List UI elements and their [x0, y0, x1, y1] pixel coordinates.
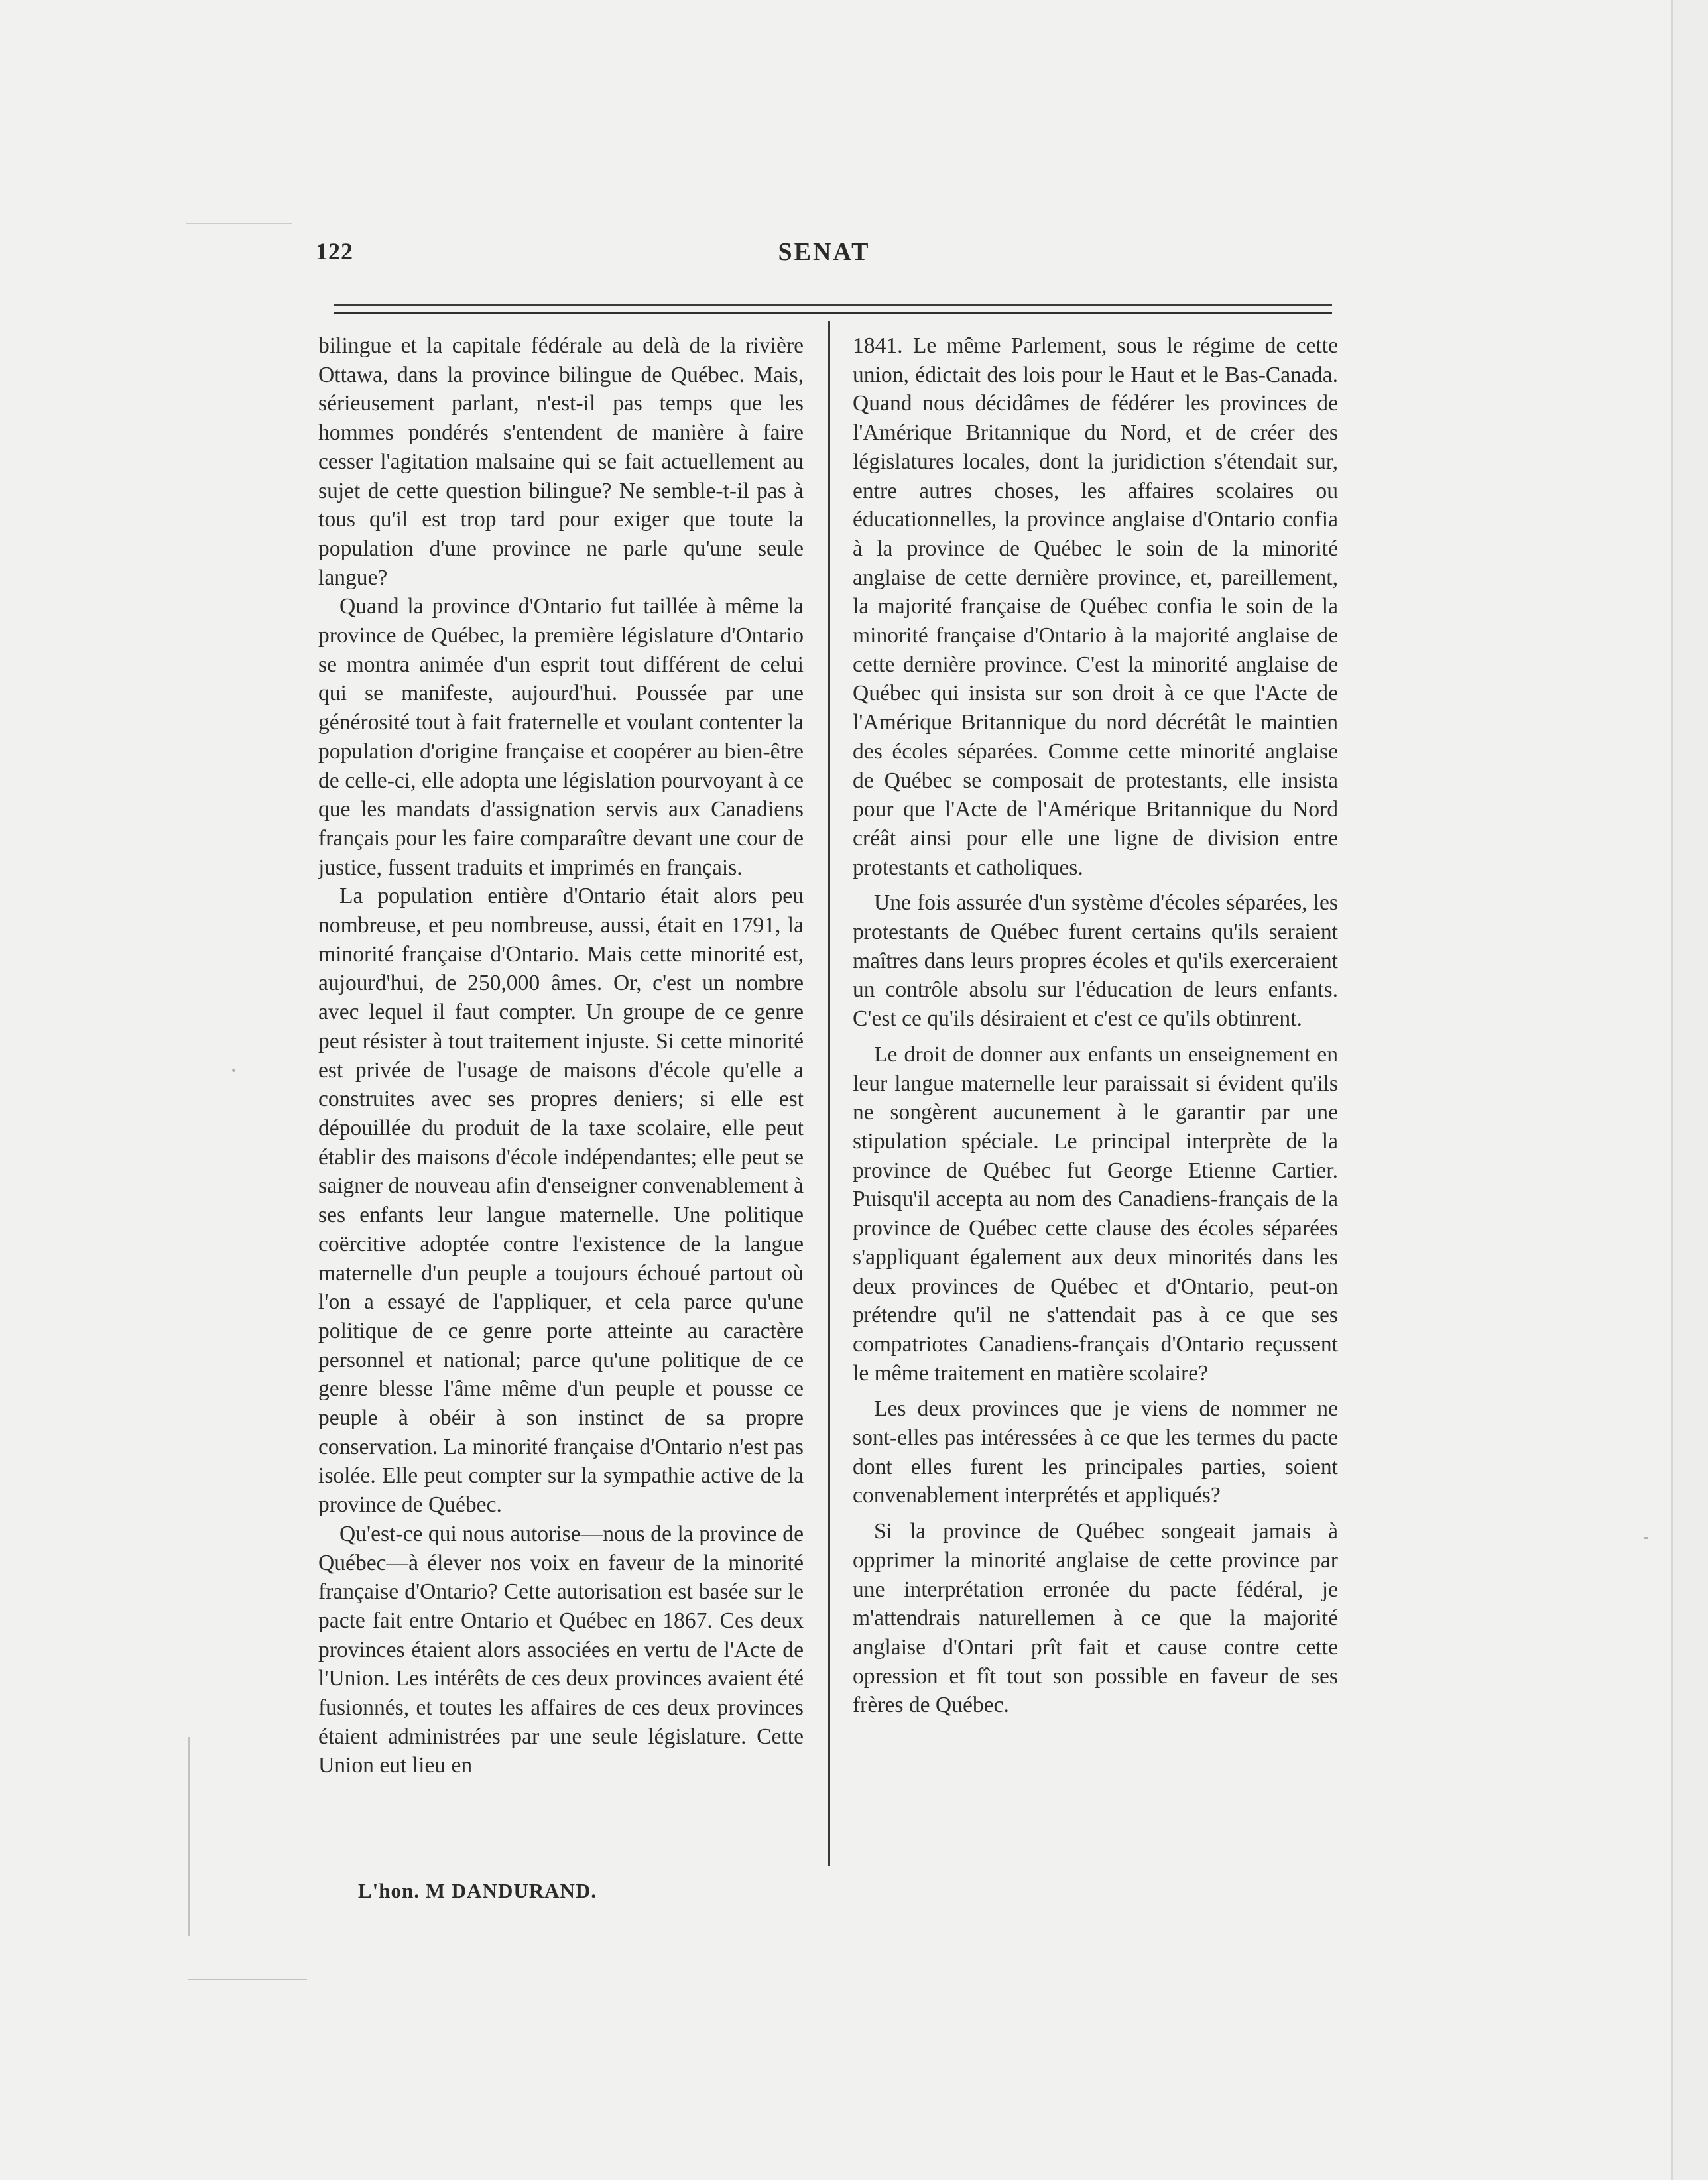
paragraph: 1841. Le même Parlement, sous le régime de cette union, édictait des lois pour le Haut et le Bas-Canada. Quand nous décidâmes de fédérer les provinces de l'Amérique Britannique du Nord, et de créer des législatures locales, dont la juridiction s'étendait sur, entre autres choses, les affaires scolaires ou éducationnelles, la province anglaise d'Ontario confia à la province de Québec le soin de la minorité anglaise de cette dernière province, et, pareillement, la majorité française de Québec confia le soin de la minorité française d'Ontario à la majorité anglaise de cette dernière province. C'est la minorité anglaise de Québec qui insista sur son droit à ce que l'Acte de l'Amérique Britannique du nord décrétât le maintien des écoles séparées. Comme cette minorité anglaise de Québec se composait de protestants, elle insista pour que l'Acte de l'Amérique Britannique du Nord créât ainsi pour elle une ligne de division entre protestants et catholiques. — [853, 333, 1338, 880]
paragraph: La population entière d'Ontario était alors peu nombreuse, et peu nombreuse, aussi, était en 1791, la minorité française d'Ontario. Mais cette minorité est, aujourd'hui, de 250,000 âmes. Or, c'est un nombre avec lequel il faut compter. Un groupe de ce genre peut résister à tout traitement injuste. Si cette minorité est privée de l'usage de maisons d'école qu'elle a construites avec ses propres deniers; si elle est dépouillée du produit de la taxe scolaire, elle peut établir des maisons d'école indépendantes; elle peut se saigner de nouveau afin d'enseigner convenablement à ses enfants leur langue maternelle. Une politique coërcitive adoptée contre l'existence de la langue maternelle d'un peuple a toujours échoué partout où l'on a essayé de l'appliquer, et cela parce qu'une politique de ce genre porte atteinte au caractère personnel et national; parce qu'une politique de ce genre blesse l'âme même d'un peuple et pousse ce peuple à obéir à son instinct de sa propre conservation. La minorité française d'Ontario n'est pas isolée. Elle peut compter sur la sympathie active de la province de Québec. — [318, 884, 804, 1518]
scan-mark — [188, 1737, 190, 1936]
header-rule-thin — [334, 304, 1332, 306]
paragraph: Le droit de donner aux enfants un enseignement en leur langue maternelle leur paraissait si évident qu'ils ne songèrent aucunement à le garantir par une stipulation spéciale. Le principal interprète de la province de Québec fut George Etienne Cartier. Puisqu'il accepta au nom des Canadiens-français de la province de Québec cette clause des écoles séparées s'appliquant également aux deux minorités dans les deux provinces de Québec et d'Ontario, peut-on prétendre qu'il ne s'attendait pas à ce que ses compatriotes Canadiens-français d'Ontario reçussent le même traitement en matière scolaire? — [853, 1042, 1338, 1386]
scan-mark — [232, 1069, 235, 1072]
page-number: 122 — [316, 238, 353, 265]
left-column — [318, 332, 804, 1780]
header-rule-thick — [334, 312, 1332, 314]
paragraph: Quand la province d'Ontario fut taillée à même la province de Québec, la première législature d'Ontario se montra animée d'un esprit tout différent de celui qui se manifeste, aujourd'hui. Poussée par une générosité tout à fait fraternelle et voulant contenter la population d'origine française et coopérer au bien-être de celle-ci, elle adopta une législation pourvoyant à ce que les mandats d'assignation servis aux Canadiens français pour les faire comparaître devant une cour de justice, fussent traduits et imprimés en français. — [318, 594, 804, 880]
paragraph: bilingue et la capitale fédérale au delà de la rivière Ottawa, dans la province bilingue de Québec. Mais, sérieusement parlant, n'est-il pas temps que les hommes pondérés s'entendent de manière à faire cesser l'agitation malsaine qui se fait actuellement au sujet de cette question bilingue? Ne semble-t-il pas à tous qu'il est trop tard pour exiger que toute la population d'une province ne parle qu'une seule langue? — [318, 333, 804, 590]
running-head: SENAT — [778, 238, 871, 266]
paragraph: Si la province de Québec songeait jamais à opprimer la minorité anglaise de cette province par une interprétation erronée du pacte fédéral, je m'attendrais naturellemen à ce que la majorité anglaise d'Ontari prît fait et cause contre cette opression et fît tout son possible en faveur de ses frères de Québec. — [853, 1519, 1338, 1718]
scan-mark — [186, 223, 292, 224]
speaker-signature: L'hon. M DANDURAND. — [358, 1879, 597, 1902]
paragraph: Les deux provinces que je viens de nommer ne sont-elles pas intéressées à ce que les termes du pacte dont elles furent les principales parties, soient convenablement interprétés et appliqués? — [853, 1396, 1338, 1508]
scan-mark — [1644, 1537, 1648, 1539]
right-column — [853, 332, 1338, 1720]
paragraph: Qu'est-ce qui nous autorise—nous de la province de Québec—à élever nos voix en faveur de la minorité française d'Ontario? Cette autorisation est basée sur le pacte fait entre Ontario et Québec en 1867. Ces deux provinces étaient alors associées en vertu de l'Acte de l'Union. Les intérêts de ces deux provinces avaient été fusionnés, et toutes les affaires de ces deux provinces étaient administrées par une seule législature. Cette Union eut lieu en — [318, 1521, 804, 1778]
page-header — [316, 237, 1333, 277]
scan-mark — [188, 1979, 307, 1980]
column-divider — [828, 321, 830, 1866]
paragraph: Une fois assurée d'un système d'écoles séparées, les protestants de Québec furent certains qu'ils seraient maîtres dans leurs propres écoles et qu'ils exerceraient un contrôle absolu sur l'éducation de leurs enfants. C'est ce qu'ils désiraient et c'est ce qu'ils obtinrent. — [853, 890, 1338, 1032]
